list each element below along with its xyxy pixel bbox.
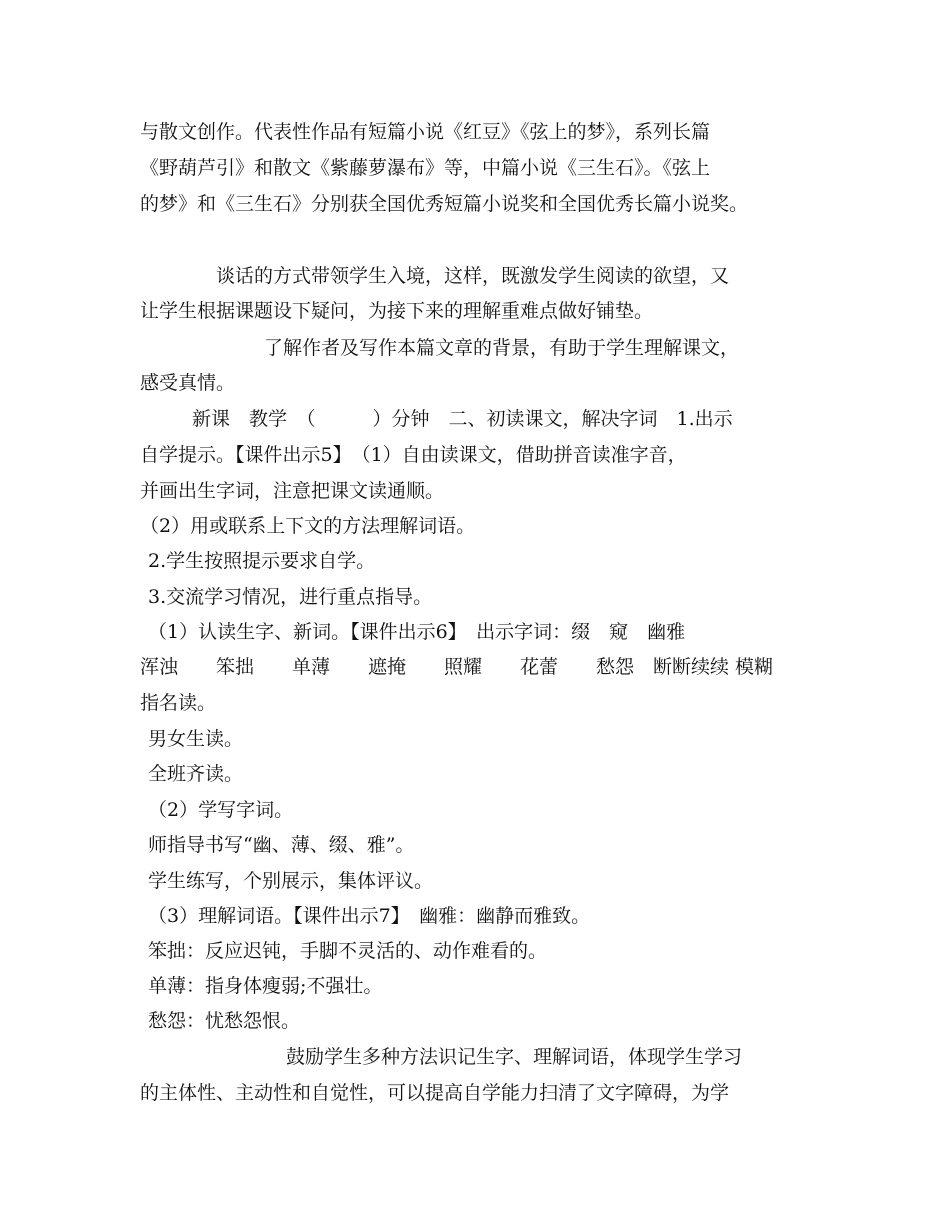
text-line: 全班齐读。 bbox=[148, 763, 244, 785]
text-line: 男女生读。 bbox=[148, 728, 244, 750]
text-line: 谈话的方式带领学生入境，这样，既激发学生阅读的欲望，又 bbox=[216, 265, 730, 287]
text-line: 学生练写，个别展示，集体评议。 bbox=[148, 870, 434, 892]
text-line: 了解作者及写作本篇文章的背景，有助于学生理解课文， bbox=[264, 337, 740, 359]
text-line: 鼓励学生多种方法识记生字、理解词语，体现学生学习 bbox=[286, 1046, 743, 1068]
text-line: 笨拙：反应迟钝，手脚不灵活的、动作难看的。 bbox=[148, 940, 548, 962]
text-line: 新课 教学 （ ）分钟 二、初读课文，解决字词 1.出示 bbox=[192, 408, 733, 430]
text-line: 《野葫芦引》和散文《紫藤萝瀑布》等，中篇小说《三生石》。《弦上 bbox=[140, 157, 711, 179]
text-line: 愁怨：忧愁怨恨。 bbox=[148, 1010, 301, 1032]
text-line: （2）学写字词。 bbox=[148, 799, 294, 821]
text-line: 让学生根据课题设下疑问，为接下来的理解重难点做好铺垫。 bbox=[140, 300, 654, 322]
text-line: 师指导书写“幽、薄、缀、雅”。 bbox=[148, 834, 415, 856]
text-line: （2）用或联系上下文的方法理解词语。 bbox=[140, 515, 476, 537]
text-line: 感受真情。 bbox=[140, 372, 236, 394]
text-line: 并画出生字词，注意把课文读通顺。 bbox=[140, 480, 445, 502]
text-line: 浑浊 笨拙 单薄 遮掩 照耀 花蕾 愁怨 断断续续 模糊 bbox=[140, 656, 774, 678]
text-line: 的主体性、主动性和自觉性，可以提高自学能力扫清了文字障碍，为学 bbox=[140, 1082, 730, 1104]
text-line: 单薄：指身体瘦弱;不强壮。 bbox=[148, 975, 383, 997]
text-line: （1）认读生字、新词。【课件出示6】 出示字词：缀 窥 幽雅 bbox=[148, 621, 686, 643]
text-line: （3）理解词语。【课件出示7】 幽雅：幽静而雅致。 bbox=[148, 905, 591, 927]
text-line: 自学提示。【课件出示5】 （1）自由读课文，借助拼音读准字音， bbox=[140, 444, 687, 466]
text-line: 与散文创作。代表性作品有短篇小说《红豆》《弦上的梦》，系列长篇 bbox=[140, 121, 711, 143]
text-line: 的梦》和《三生石》分别获全国优秀短篇小说奖和全国优秀长篇小说奖。 bbox=[140, 193, 749, 215]
text-line: 指名读。 bbox=[140, 692, 217, 714]
text-line: 3.交流学习情况，进行重点指导。 bbox=[148, 586, 433, 608]
text-line: 2.学生按照提示要求自学。 bbox=[148, 550, 376, 572]
